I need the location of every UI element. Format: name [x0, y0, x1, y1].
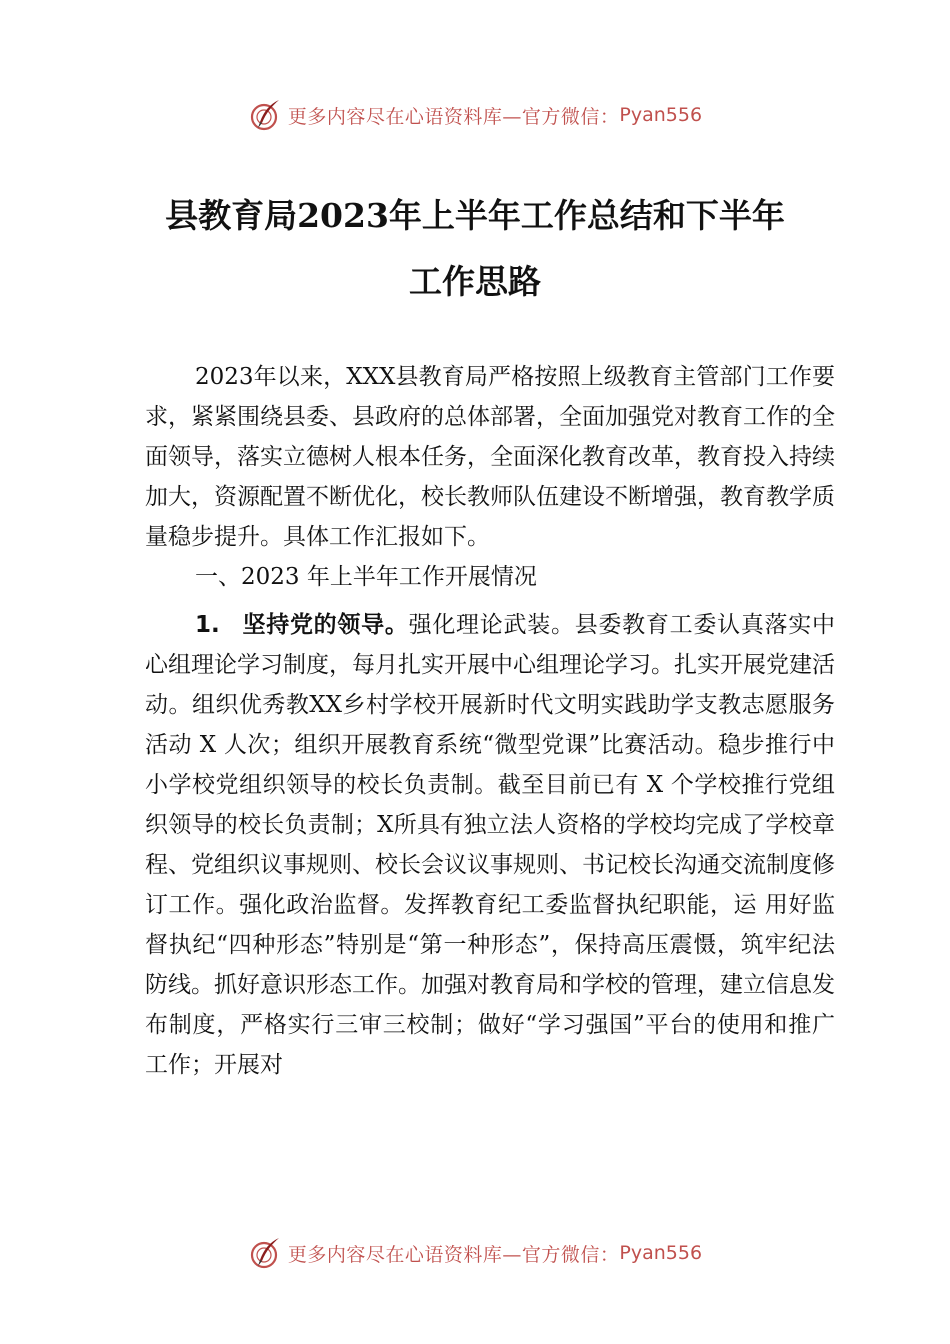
- quill-seal-icon: [248, 1236, 282, 1270]
- section-1-number: 1.: [195, 612, 220, 638]
- watermark-wechat-id: Pyan556: [619, 1242, 703, 1264]
- quill-seal-icon: [248, 98, 282, 132]
- watermark-header: [0, 95, 950, 135]
- watermark-footer: [0, 1233, 950, 1273]
- intro-paragraph: 2023年以来，XXX县教育局严格按照上级教育主管部门工作要求，紧紧围绕县委、县政府的总体部署，全面加强党对教育工作的全面领导，落实立德树人根本任务，全面深化教育改革，教育投入持续加大，资源配置不断优化，校长教师队伍建设不断增强，教育教学质量稳步提升。具体工作汇报如下。: [145, 364, 835, 550]
- document-body: [145, 357, 835, 1085]
- section-1-heading: 坚持党的领导。: [241, 612, 409, 638]
- section-1-text: 强化理论武装。县委教育工委认真落实中心组理论学习制度，每月扎实开展中心组理论学习。扎实开展党建活动。组织优秀教XX乡村学校开展新时代文明实践助学支教志愿服务活动 X 人次；组织开展教育系统“微型党课”比赛活动。稳步推行中小学校党组织领导的校长负责制。截至目前已有 X 个学校推行党组织领导的校长负责制；X所具有独立法人资格的学校均完成了学校章程、党组织议事规则、校长会议议事规则、书记校长沟通交流制度修订工作。强化政治监督。发挥教育纪工委监督执纪职能，运 用好监督执纪“四种形态”特别是“第一种形态”，保持高压震慑，筑牢纪法防线。抓好意识形态工作。加强对教育局和学校的管理，建立信息发布制度，严格实行三审三校制；做好“学习强国”平台的使用和推广工作；开展对: [145, 612, 836, 1078]
- document-title-line-2: 工作思路: [409, 262, 541, 301]
- watermark-text: 更多内容尽在心语资料库—官方微信：: [287, 105, 620, 128]
- section-1-paragraph: [145, 605, 835, 1085]
- watermark-text: 更多内容尽在心语资料库—官方微信：: [287, 1243, 620, 1266]
- section-heading-1: 一、2023 年上半年工作开展情况: [195, 564, 537, 590]
- document-title-line-1: 县教育局2023年上半年工作总结和下半年: [165, 196, 785, 235]
- watermark-wechat-id: Pyan556: [619, 104, 703, 126]
